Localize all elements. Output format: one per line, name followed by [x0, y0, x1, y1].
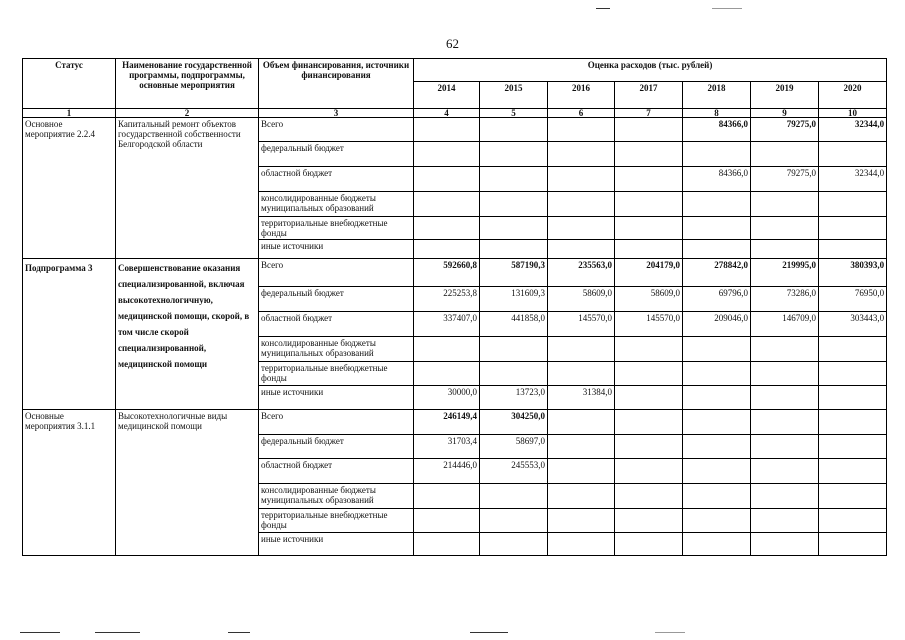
column-number: 1 [23, 109, 116, 118]
scan-artifact [95, 632, 140, 633]
page-number: 62 [446, 36, 459, 51]
column-number: 8 [683, 109, 751, 118]
amount-cell [683, 192, 751, 217]
amount-cell [548, 435, 615, 459]
amount-cell: 69796,0 [683, 287, 751, 312]
amount-cell [751, 362, 819, 386]
amount-cell [480, 484, 548, 509]
amount-cell [615, 459, 683, 484]
header-year: 2016 [548, 82, 615, 109]
header-year: 2017 [615, 82, 683, 109]
program-name-cell: Высокотехнологичные виды медицинской помощи [116, 410, 259, 556]
status-cell: Основное мероприятие 2.2.4 [23, 118, 116, 259]
amount-cell [615, 118, 683, 142]
amount-cell [819, 362, 887, 386]
funding-source-cell: консолидированные бюджеты муниципальных образований [259, 484, 414, 509]
amount-cell [548, 509, 615, 533]
amount-cell [751, 484, 819, 509]
amount-cell [480, 192, 548, 217]
amount-cell [414, 217, 480, 240]
amount-cell [751, 217, 819, 240]
amount-cell [819, 410, 887, 435]
amount-cell [615, 435, 683, 459]
amount-cell: 79275,0 [751, 167, 819, 192]
amount-cell [751, 192, 819, 217]
amount-cell [414, 167, 480, 192]
header-year: 2014 [414, 82, 480, 109]
amount-cell: 84366,0 [683, 118, 751, 142]
amount-cell [819, 240, 887, 259]
funding-source-cell: консолидированные бюджеты муниципальных образований [259, 337, 414, 362]
funding-source-cell: областной бюджет [259, 167, 414, 192]
column-number: 4 [414, 109, 480, 118]
amount-cell [615, 484, 683, 509]
amount-cell: 31384,0 [548, 386, 615, 410]
amount-cell [480, 533, 548, 556]
column-number: 7 [615, 109, 683, 118]
funding-source-cell: федеральный бюджет [259, 142, 414, 167]
amount-cell [548, 410, 615, 435]
amount-cell [819, 217, 887, 240]
amount-cell [683, 240, 751, 259]
amount-cell [548, 192, 615, 217]
table-row [23, 259, 887, 287]
amount-cell: 32344,0 [819, 167, 887, 192]
header-year: 2015 [480, 82, 548, 109]
amount-cell: 145570,0 [615, 312, 683, 337]
column-number: 10 [819, 109, 887, 118]
amount-cell: 145570,0 [548, 312, 615, 337]
amount-cell: 30000,0 [414, 386, 480, 410]
amount-cell: 278842,0 [683, 259, 751, 287]
amount-cell [819, 337, 887, 362]
funding-source-cell: Всего [259, 118, 414, 142]
amount-cell [548, 533, 615, 556]
amount-cell: 79275,0 [751, 118, 819, 142]
amount-cell: 214446,0 [414, 459, 480, 484]
program-name-cell: Совершенствование оказания специализированной, включая высокотехнологичную, медицинской помощи, скорой, в том числе скорой специализированной, медицинской помощи [116, 259, 259, 410]
amount-cell [615, 240, 683, 259]
amount-cell: 146709,0 [751, 312, 819, 337]
scan-artifact [228, 632, 250, 633]
header-year: 2019 [751, 82, 819, 109]
amount-cell [683, 217, 751, 240]
amount-cell [548, 337, 615, 362]
amount-cell [751, 410, 819, 435]
amount-cell [480, 118, 548, 142]
amount-cell [683, 435, 751, 459]
amount-cell [683, 459, 751, 484]
amount-cell [819, 142, 887, 167]
amount-cell [819, 533, 887, 556]
amount-cell [683, 337, 751, 362]
funding-source-cell: Всего [259, 259, 414, 287]
table-row [23, 410, 887, 435]
amount-cell [615, 167, 683, 192]
amount-cell [480, 509, 548, 533]
amount-cell [414, 240, 480, 259]
amount-cell: 204179,0 [615, 259, 683, 287]
amount-cell: 337407,0 [414, 312, 480, 337]
amount-cell [480, 142, 548, 167]
amount-cell [615, 217, 683, 240]
amount-cell: 441858,0 [480, 312, 548, 337]
header-name: Наименование государственной программы, подпрограммы, основные мероприятия [116, 59, 259, 109]
column-number: 5 [480, 109, 548, 118]
amount-cell: 13723,0 [480, 386, 548, 410]
amount-cell [480, 362, 548, 386]
amount-cell [683, 509, 751, 533]
header-year: 2020 [819, 82, 887, 109]
amount-cell [615, 533, 683, 556]
amount-cell [548, 167, 615, 192]
amount-cell: 303443,0 [819, 312, 887, 337]
amount-cell [751, 509, 819, 533]
amount-cell: 58697,0 [480, 435, 548, 459]
amount-cell [751, 240, 819, 259]
amount-cell [751, 142, 819, 167]
header-year: 2018 [683, 82, 751, 109]
funding-source-cell: федеральный бюджет [259, 435, 414, 459]
amount-cell [751, 386, 819, 410]
funding-source-cell: областной бюджет [259, 312, 414, 337]
amount-cell [683, 533, 751, 556]
amount-cell [480, 167, 548, 192]
amount-cell [414, 509, 480, 533]
header-funding: Объем финансирования, источники финансирования [259, 59, 414, 109]
scan-artifact [712, 8, 742, 9]
amount-cell: 304250,0 [480, 410, 548, 435]
amount-cell: 31703,4 [414, 435, 480, 459]
funding-source-cell: федеральный бюджет [259, 287, 414, 312]
amount-cell [819, 484, 887, 509]
amount-cell [615, 192, 683, 217]
amount-cell [751, 533, 819, 556]
amount-cell [548, 142, 615, 167]
amount-cell [414, 533, 480, 556]
scan-artifact [655, 632, 685, 633]
amount-cell [819, 435, 887, 459]
amount-cell [414, 484, 480, 509]
amount-cell [480, 217, 548, 240]
funding-source-cell: иные источники [259, 386, 414, 410]
amount-cell: 219995,0 [751, 259, 819, 287]
amount-cell [548, 217, 615, 240]
amount-cell [615, 509, 683, 533]
amount-cell: 587190,3 [480, 259, 548, 287]
amount-cell: 245553,0 [480, 459, 548, 484]
funding-source-cell: областной бюджет [259, 459, 414, 484]
amount-cell: 58609,0 [615, 287, 683, 312]
header-status: Статус [23, 59, 116, 109]
column-number-row [23, 109, 887, 118]
amount-cell [548, 118, 615, 142]
column-number: 3 [259, 109, 414, 118]
amount-cell: 58609,0 [548, 287, 615, 312]
funding-source-cell: территориальные внебюджетные фонды [259, 217, 414, 240]
amount-cell [414, 142, 480, 167]
amount-cell [819, 509, 887, 533]
amount-cell: 225253,8 [414, 287, 480, 312]
amount-cell: 73286,0 [751, 287, 819, 312]
amount-cell [751, 459, 819, 484]
amount-cell [480, 337, 548, 362]
amount-cell [615, 337, 683, 362]
funding-source-cell: территориальные внебюджетные фонды [259, 509, 414, 533]
amount-cell [414, 362, 480, 386]
amount-cell [819, 192, 887, 217]
table-body [23, 118, 887, 556]
header-estimate: Оценка расходов (тыс. рублей) [414, 59, 887, 82]
amount-cell [548, 240, 615, 259]
amount-cell [683, 142, 751, 167]
amount-cell [615, 362, 683, 386]
amount-cell [548, 362, 615, 386]
amount-cell [751, 435, 819, 459]
funding-source-cell: Всего [259, 410, 414, 435]
scan-artifact [470, 632, 508, 633]
funding-source-cell: территориальные внебюджетные фонды [259, 362, 414, 386]
amount-cell [819, 386, 887, 410]
amount-cell [615, 386, 683, 410]
program-name-cell: Капитальный ремонт объектов государственной собственности Белгородской области [116, 118, 259, 259]
amount-cell [548, 484, 615, 509]
scan-artifact [596, 8, 610, 9]
funding-source-cell: иные источники [259, 533, 414, 556]
amount-cell [751, 337, 819, 362]
amount-cell: 76950,0 [819, 287, 887, 312]
amount-cell [548, 459, 615, 484]
amount-cell: 32344,0 [819, 118, 887, 142]
amount-cell [819, 459, 887, 484]
amount-cell [683, 410, 751, 435]
amount-cell: 131609,3 [480, 287, 548, 312]
amount-cell [615, 142, 683, 167]
table-row [23, 118, 887, 142]
amount-cell [683, 484, 751, 509]
column-number: 9 [751, 109, 819, 118]
status-cell: Подпрограмма 3 [23, 259, 116, 410]
amount-cell [683, 386, 751, 410]
amount-cell: 209046,0 [683, 312, 751, 337]
amount-cell [480, 240, 548, 259]
funding-source-cell: консолидированные бюджеты муниципальных образований [259, 192, 414, 217]
amount-cell: 246149,4 [414, 410, 480, 435]
column-number: 2 [116, 109, 259, 118]
column-number: 6 [548, 109, 615, 118]
amount-cell [615, 410, 683, 435]
amount-cell [414, 337, 480, 362]
amount-cell [414, 192, 480, 217]
amount-cell [683, 362, 751, 386]
amount-cell: 380393,0 [819, 259, 887, 287]
amount-cell: 592660,8 [414, 259, 480, 287]
amount-cell: 235563,0 [548, 259, 615, 287]
funding-table [22, 58, 887, 556]
amount-cell: 84366,0 [683, 167, 751, 192]
amount-cell [414, 118, 480, 142]
scan-artifact [20, 632, 60, 633]
status-cell: Основные мероприятия 3.1.1 [23, 410, 116, 556]
funding-source-cell: иные источники [259, 240, 414, 259]
